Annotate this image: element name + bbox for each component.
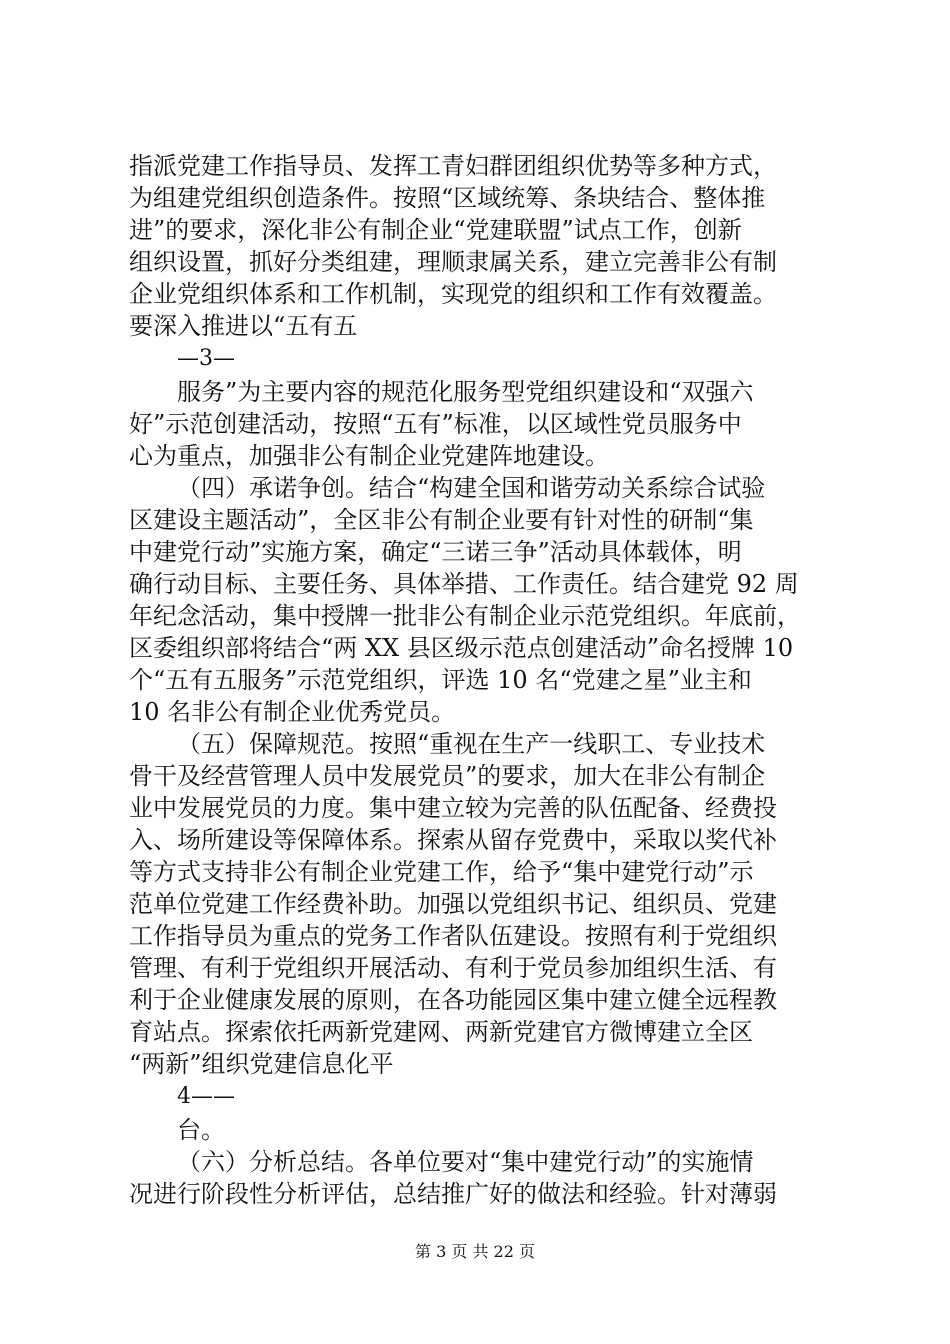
- text-line: 确行动目标、主要任务、具体举措、工作责任。结合建党 92 周: [129, 570, 799, 598]
- text-line: 指派党建工作指导员、发挥工青妇群团组织优势等多种方式，: [129, 152, 777, 180]
- text-line: 育站点。探索依托两新党建网、两新党建官方微博建立全区: [129, 1018, 753, 1046]
- text-line: 台。: [177, 1116, 225, 1144]
- text-line: 为组建党组织创造条件。按照“区域统筹、条块结合、整体推: [129, 184, 766, 212]
- text-line: 进”的要求，深化非公有制企业“党建联盟”试点工作，创新: [129, 216, 742, 244]
- text-line: 心为重点，加强非公有制企业党建阵地建设。: [129, 442, 609, 470]
- page-marker: 4——: [177, 1084, 235, 1109]
- text-line: 中建党行动”实施方案，确定“三诺三争”活动具体载体，明: [129, 538, 742, 566]
- text-line: 况进行阶段性分析评估，总结推广好的做法和经验。针对薄弱: [129, 1180, 777, 1208]
- text-line: 组织设置，抓好分类组建，理顺隶属关系，建立完善非公有制: [129, 248, 777, 276]
- text-line: 年纪念活动，集中授牌一批非公有制企业示范党组织。年底前，: [129, 602, 801, 630]
- page-marker: —3—: [177, 346, 235, 371]
- section-heading-line: （四）承诺争创。结合“构建全国和谐劳动关系综合试验: [177, 474, 766, 502]
- text-line: 入、场所建设等保障体系。探索从留存党费中，采取以奖代补: [129, 826, 777, 854]
- text-line: 区委组织部将结合“两 XX 县区级示范点创建活动”命名授牌 10: [129, 634, 794, 662]
- text-line: 10 名非公有制企业优秀党员。: [129, 698, 456, 726]
- text-line: 个“五有五服务”示范党组织，评选 10 名“党建之星”业主和: [129, 666, 752, 694]
- section-heading-line: （六）分析总结。各单位要对“集中建党行动”的实施情: [177, 1148, 754, 1176]
- text-line: 范单位党建工作经费补助。加强以党组织书记、组织员、党建: [129, 890, 777, 918]
- text-line: 利于企业健康发展的原则，在各功能园区集中建立健全远程教: [129, 986, 777, 1014]
- text-line: 等方式支持非公有制企业党建工作，给予“集中建党行动”示: [129, 858, 754, 886]
- text-line: 工作指导员为重点的党务工作者队伍建设。按照有利于党组织: [129, 922, 777, 950]
- page-footer: 第 3 页 共 22 页: [415, 1242, 535, 1261]
- text-line: 要深入推进以“五有五: [129, 312, 358, 340]
- text-line: “两新”组织党建信息化平: [129, 1050, 394, 1078]
- text-line: 服务”为主要内容的规范化服务型党组织建设和“双强六: [177, 378, 754, 406]
- text-line: 企业党组织体系和工作机制，实现党的组织和工作有效覆盖。: [129, 280, 777, 308]
- text-line: 好”示范创建活动，按照“五有”标准，以区域性党员服务中: [129, 410, 742, 438]
- section-heading-line: （五）保障规范。按照“重视在生产一线职工、专业技术: [177, 730, 766, 758]
- text-line: 骨干及经营管理人员中发展党员”的要求，加大在非公有制企: [129, 762, 766, 790]
- text-line: 区建设主题活动”，全区非公有制企业要有针对性的研制“集: [129, 506, 754, 534]
- document-body: [129, 150, 829, 1210]
- text-line: 管理、有利于党组织开展活动、有利于党员参加组织生活、有: [129, 954, 777, 982]
- text-line: 业中发展党员的力度。集中建立较为完善的队伍配备、经费投: [129, 794, 777, 822]
